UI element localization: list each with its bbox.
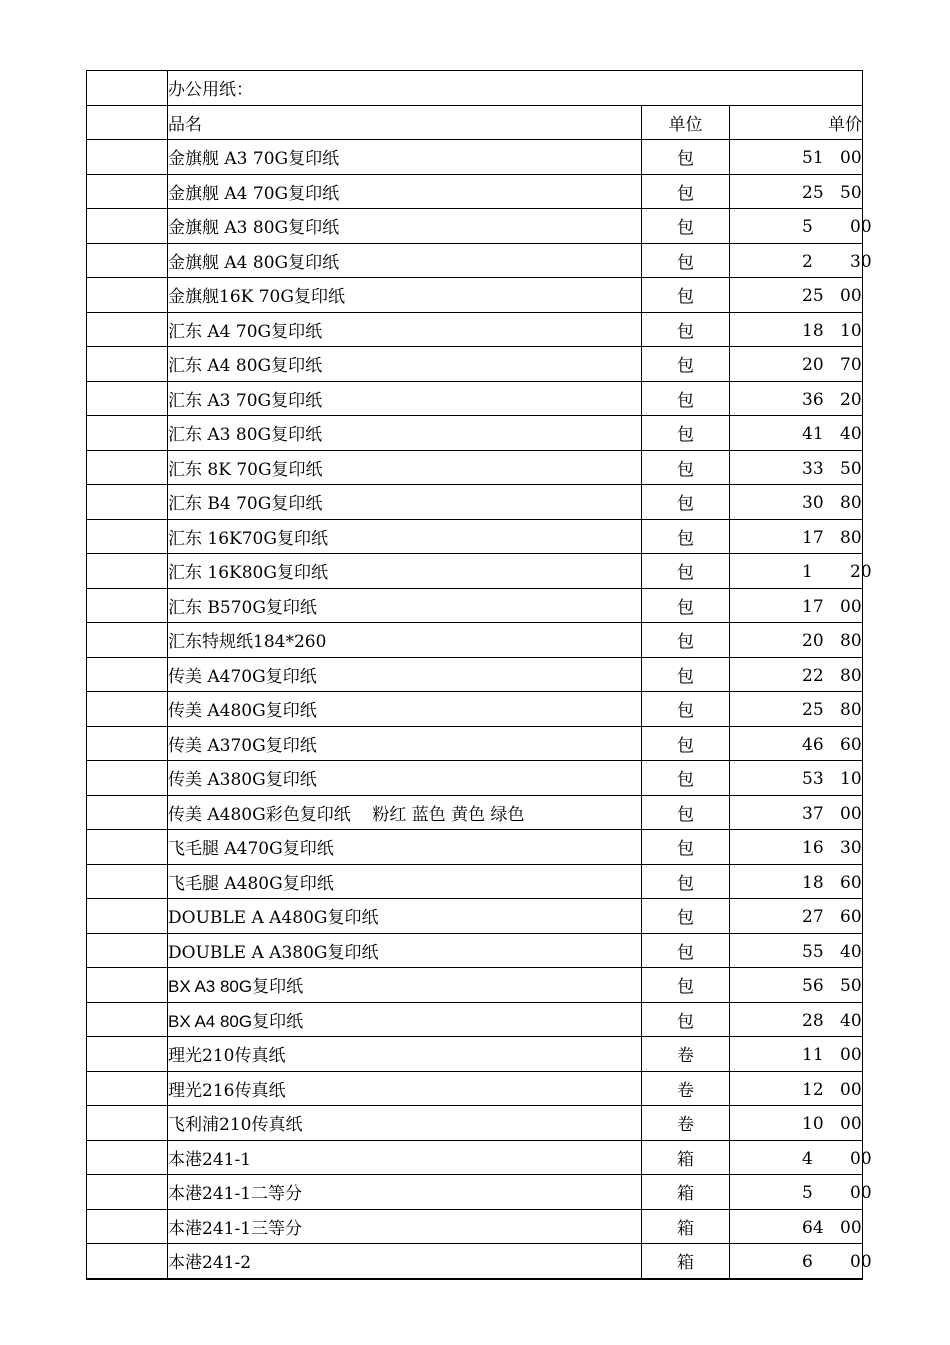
price-integer: 16: [802, 838, 824, 858]
unit-cell[interactable]: 包: [642, 278, 730, 313]
unit-cell[interactable]: 包: [642, 174, 730, 209]
row-header-cell[interactable]: [87, 968, 168, 1003]
row-header-cell[interactable]: [87, 657, 168, 692]
price-cell[interactable]: [730, 1037, 863, 1072]
unit-cell[interactable]: 卷: [642, 1106, 730, 1141]
table-row: [87, 1209, 863, 1244]
price-decimal: 00: [850, 1148, 872, 1169]
price-cell[interactable]: [730, 864, 863, 899]
table-row: [87, 830, 863, 865]
product-name-cell[interactable]: 传美 A470G复印纸: [168, 657, 642, 692]
row-header-cell[interactable]: [87, 623, 168, 658]
product-name-cell[interactable]: DOUBLE A A480G复印纸: [168, 899, 642, 934]
row-header-cell[interactable]: [87, 1175, 168, 1210]
price-decimal: 40: [840, 941, 862, 962]
price-cell[interactable]: [730, 933, 863, 968]
price-cell[interactable]: [730, 243, 872, 278]
product-name-cell[interactable]: 本港241-1三等分: [168, 1209, 642, 1244]
price-integer: 25: [802, 286, 824, 306]
price-decimal: 00: [840, 148, 862, 168]
price-cell[interactable]: [730, 899, 863, 934]
price-decimal: 00: [840, 596, 862, 617]
unit-cell[interactable]: 包: [642, 519, 730, 554]
price-decimal: 10: [840, 769, 862, 789]
price-cell[interactable]: [730, 1071, 863, 1106]
product-name-cell[interactable]: 金旗舰 A3 70G复印纸: [168, 140, 642, 175]
price-decimal: 80: [840, 527, 862, 548]
row-header-cell[interactable]: [87, 761, 168, 796]
row-header-cell[interactable]: [87, 726, 168, 761]
price-cell[interactable]: [730, 1175, 872, 1210]
row-header-cell[interactable]: [87, 1002, 168, 1037]
row-header-cell[interactable]: [87, 243, 168, 278]
row-header-cell[interactable]: [87, 692, 168, 727]
product-name-cell[interactable]: 金旗舰 A4 70G复印纸: [168, 174, 642, 209]
price-cell[interactable]: [730, 657, 863, 692]
unit-cell[interactable]: 包: [642, 899, 730, 934]
price-decimal: 00: [840, 1114, 862, 1134]
price-integer: 46: [802, 734, 824, 755]
unit-cell[interactable]: 包: [642, 795, 730, 830]
table-row: [87, 795, 863, 830]
price-table: [86, 70, 872, 1280]
product-name-cell[interactable]: 飞毛腿 A480G复印纸: [168, 864, 642, 899]
row-header-cell[interactable]: [87, 588, 168, 623]
row-header-cell[interactable]: [87, 1106, 168, 1141]
price-cell[interactable]: [730, 450, 863, 485]
product-name-cell[interactable]: 汇东 16K70G复印纸: [168, 519, 642, 554]
row-header-cell[interactable]: [87, 347, 168, 382]
table-row: [87, 312, 863, 347]
product-name-cell[interactable]: 汇东 B570G复印纸: [168, 588, 642, 623]
price-decimal: 80: [840, 700, 862, 720]
price-decimal: 50: [840, 976, 862, 996]
unit-cell[interactable]: 包: [642, 933, 730, 968]
price-cell[interactable]: [730, 485, 863, 520]
price-decimal: 40: [840, 424, 862, 444]
price-cell[interactable]: [730, 692, 863, 727]
price-decimal: 10: [840, 320, 862, 341]
table-row: [87, 209, 863, 244]
price-decimal: 20: [850, 562, 872, 582]
unit-cell[interactable]: 包: [642, 554, 730, 589]
row-header-cell[interactable]: [87, 830, 168, 865]
price-integer: 53: [802, 769, 824, 789]
price-integer: 11: [802, 1045, 824, 1065]
price-integer: 10: [802, 1114, 824, 1134]
price-integer: 22: [802, 665, 824, 686]
unit-cell[interactable]: 包: [642, 140, 730, 175]
row-header-cell[interactable]: [87, 519, 168, 554]
row-header-cell[interactable]: [87, 450, 168, 485]
row-header-cell[interactable]: [87, 864, 168, 899]
product-name-cell[interactable]: 本港241-1: [168, 1140, 642, 1175]
table-row: [87, 416, 863, 451]
price-integer: 51: [802, 148, 824, 168]
unit-cell[interactable]: 包: [642, 1002, 730, 1037]
product-name-cell[interactable]: 传美 A370G复印纸: [168, 726, 642, 761]
row-header-cell[interactable]: [87, 209, 168, 244]
price-decimal: 20: [840, 389, 862, 410]
price-cell[interactable]: [730, 1244, 872, 1279]
product-name-cell[interactable]: 汇东特规纸184*260: [168, 623, 642, 658]
table-row: [87, 692, 863, 727]
table-row: [87, 140, 863, 175]
row-header-cell[interactable]: [87, 174, 168, 209]
unit-cell[interactable]: 包: [642, 726, 730, 761]
unit-cell[interactable]: 箱: [642, 1209, 730, 1244]
header-row: [87, 105, 863, 140]
row-header-cell[interactable]: [87, 140, 168, 175]
price-integer: 55: [802, 941, 824, 962]
row-header-cell[interactable]: [87, 416, 168, 451]
product-name-cell[interactable]: 金旗舰16K 70G复印纸: [168, 278, 642, 313]
table-row: [87, 174, 863, 209]
unit-cell[interactable]: 包: [642, 968, 730, 1003]
price-integer: 33: [802, 458, 824, 479]
price-decimal: 00: [850, 1252, 872, 1272]
price-decimal: 60: [840, 872, 862, 893]
unit-cell[interactable]: 包: [642, 485, 730, 520]
table-row: [87, 1140, 863, 1175]
table-row: [87, 1244, 863, 1279]
table-row: [87, 485, 863, 520]
price-cell[interactable]: [730, 140, 863, 175]
price-integer: 25: [802, 700, 824, 720]
table-row: [87, 243, 863, 278]
price-integer: 1: [802, 562, 813, 582]
price-integer: 2: [802, 251, 813, 272]
price-decimal: 00: [840, 1217, 862, 1238]
table-row: [87, 278, 863, 313]
row-header-cell[interactable]: [87, 554, 168, 589]
price-cell[interactable]: [730, 795, 863, 830]
price-cell[interactable]: [730, 278, 863, 313]
table-row: [87, 623, 863, 658]
price-cell[interactable]: [730, 761, 863, 796]
row-header-cell[interactable]: [87, 278, 168, 313]
price-cell[interactable]: [730, 623, 863, 658]
price-decimal: 60: [840, 734, 862, 755]
price-decimal: 00: [850, 217, 872, 237]
unit-cell[interactable]: 卷: [642, 1071, 730, 1106]
price-integer: 25: [802, 182, 824, 203]
table-row: [87, 1175, 863, 1210]
table-row: [87, 899, 863, 934]
product-name-cell[interactable]: 飞毛腿 A470G复印纸: [168, 830, 642, 865]
price-cell[interactable]: [730, 174, 863, 209]
table-row: [87, 450, 863, 485]
table-body: [87, 71, 872, 1279]
price-cell[interactable]: [730, 381, 863, 416]
unit-cell[interactable]: 包: [642, 243, 730, 278]
row-header-cell[interactable]: [87, 795, 168, 830]
price-integer: 20: [802, 355, 824, 375]
row-header-cell[interactable]: [87, 1209, 168, 1244]
price-cell[interactable]: [730, 968, 863, 1003]
table-row: [87, 554, 863, 589]
unit-cell[interactable]: 包: [642, 381, 730, 416]
row-header-cell[interactable]: [87, 485, 168, 520]
price-cell[interactable]: [730, 312, 863, 347]
price-cell[interactable]: [730, 830, 863, 865]
price-cell[interactable]: [730, 416, 863, 451]
table-row: [87, 761, 863, 796]
price-integer: 37: [802, 803, 824, 824]
price-decimal: 00: [840, 803, 862, 824]
table-row: [87, 519, 863, 554]
product-name-cell[interactable]: 传美 A480G复印纸: [168, 692, 642, 727]
product-name-cell[interactable]: 汇东 A3 70G复印纸: [168, 381, 642, 416]
row-header-cell[interactable]: [87, 71, 168, 106]
product-name-cell[interactable]: 传美 A380G复印纸: [168, 761, 642, 796]
price-cell[interactable]: [730, 1002, 863, 1037]
product-name-cell[interactable]: 传美 A480G彩色复印纸 粉红 蓝色 黄色 绿色: [168, 795, 642, 830]
price-integer: 27: [802, 907, 824, 927]
header-name[interactable]: 品名: [168, 105, 642, 140]
price-decimal: 00: [840, 1045, 862, 1065]
row-header-cell[interactable]: [87, 105, 168, 140]
price-decimal: 80: [840, 665, 862, 686]
row-header-cell[interactable]: [87, 933, 168, 968]
price-cell[interactable]: [730, 347, 863, 382]
price-decimal: 00: [840, 1079, 862, 1100]
unit-cell[interactable]: 包: [642, 450, 730, 485]
price-integer: 12: [802, 1079, 824, 1100]
unit-cell[interactable]: 包: [642, 864, 730, 899]
row-header-cell[interactable]: [87, 899, 168, 934]
price-integer: 41: [802, 424, 824, 444]
unit-cell[interactable]: 包: [642, 588, 730, 623]
price-integer: 5: [802, 217, 813, 237]
product-name-cell[interactable]: 金旗舰 A3 80G复印纸: [168, 209, 642, 244]
price-decimal: 50: [840, 182, 862, 203]
product-name-cell[interactable]: 汇东 B4 70G复印纸: [168, 485, 642, 520]
table-row: [87, 726, 863, 761]
product-name-cell[interactable]: 本港241-2: [168, 1244, 642, 1279]
unit-cell[interactable]: 卷: [642, 1037, 730, 1072]
product-name-cell[interactable]: BX A3 80G复印纸: [168, 968, 642, 1003]
product-name-cell[interactable]: 本港241-1二等分: [168, 1175, 642, 1210]
unit-cell[interactable]: 包: [642, 416, 730, 451]
price-cell[interactable]: [730, 554, 872, 589]
price-decimal: 80: [840, 631, 862, 651]
price-integer: 4: [802, 1148, 813, 1169]
header-unit[interactable]: 单位: [642, 105, 730, 140]
price-cell[interactable]: [730, 1140, 872, 1175]
price-cell[interactable]: [730, 209, 872, 244]
unit-cell[interactable]: 包: [642, 347, 730, 382]
price-cell[interactable]: [730, 588, 863, 623]
product-name-cell[interactable]: 飞利浦210传真纸: [168, 1106, 642, 1141]
price-decimal: 30: [850, 251, 872, 272]
product-name-cell[interactable]: 汇东 A4 70G复印纸: [168, 312, 642, 347]
unit-cell[interactable]: 包: [642, 312, 730, 347]
table-row: [87, 588, 863, 623]
unit-cell[interactable]: 箱: [642, 1175, 730, 1210]
product-name-cell[interactable]: 理光210传真纸: [168, 1037, 642, 1072]
price-integer: 30: [802, 493, 824, 513]
table-row: [87, 1002, 863, 1037]
price-decimal: 30: [840, 838, 862, 858]
price-integer: 20: [802, 631, 824, 651]
price-integer: 18: [802, 872, 824, 893]
price-integer: 56: [802, 976, 824, 996]
product-name-cell[interactable]: 理光216传真纸: [168, 1071, 642, 1106]
row-header-cell[interactable]: [87, 312, 168, 347]
table-row: [87, 864, 863, 899]
price-decimal: 60: [840, 907, 862, 927]
table-row: [87, 1071, 863, 1106]
price-decimal: 00: [840, 286, 862, 306]
product-name-cell[interactable]: 金旗舰 A4 80G复印纸: [168, 243, 642, 278]
price-cell[interactable]: [730, 726, 863, 761]
price-decimal: 40: [840, 1010, 862, 1031]
unit-cell[interactable]: 包: [642, 692, 730, 727]
table-row: [87, 1037, 863, 1072]
product-name-cell[interactable]: BX A4 80G复印纸: [168, 1002, 642, 1037]
sheet-title[interactable]: 办公用纸：: [168, 71, 863, 106]
row-header-cell[interactable]: [87, 1037, 168, 1072]
unit-cell[interactable]: 包: [642, 657, 730, 692]
product-name-cell[interactable]: 汇东 A4 80G复印纸: [168, 347, 642, 382]
price-decimal: 50: [840, 458, 862, 479]
price-integer: 5: [802, 1183, 813, 1203]
price-integer: 6: [802, 1252, 813, 1272]
price-integer: 64: [802, 1217, 824, 1238]
row-header-cell[interactable]: [87, 1140, 168, 1175]
unit-cell[interactable]: 箱: [642, 1140, 730, 1175]
product-name-cell[interactable]: DOUBLE A A380G复印纸: [168, 933, 642, 968]
price-integer: 18: [802, 320, 824, 341]
price-integer: 36: [802, 389, 824, 410]
row-header-cell[interactable]: [87, 1244, 168, 1279]
unit-cell[interactable]: 包: [642, 761, 730, 796]
table-row: [87, 347, 863, 382]
price-cell[interactable]: [730, 1106, 863, 1141]
price-integer: 17: [802, 527, 824, 548]
product-name-cell[interactable]: 汇东 A3 80G复印纸: [168, 416, 642, 451]
product-name-cell[interactable]: 汇东 16K80G复印纸: [168, 554, 642, 589]
price-cell[interactable]: [730, 519, 863, 554]
price-cell[interactable]: [730, 1209, 863, 1244]
row-header-cell[interactable]: [87, 381, 168, 416]
table-row: [87, 381, 863, 416]
price-decimal: 80: [840, 493, 862, 513]
row-header-cell[interactable]: [87, 1071, 168, 1106]
unit-cell[interactable]: 包: [642, 830, 730, 865]
title-row: [87, 71, 863, 106]
unit-cell[interactable]: 包: [642, 623, 730, 658]
price-decimal: 00: [850, 1183, 872, 1203]
price-decimal: 70: [840, 355, 862, 375]
table-row: [87, 968, 863, 1003]
product-name-cell[interactable]: 汇东 8K 70G复印纸: [168, 450, 642, 485]
table-row: [87, 1106, 863, 1141]
price-integer: 28: [802, 1010, 824, 1031]
unit-cell[interactable]: 箱: [642, 1244, 730, 1279]
table-row: [87, 933, 863, 968]
price-integer: 17: [802, 596, 824, 617]
header-price[interactable]: 单价: [730, 105, 863, 140]
unit-cell[interactable]: 包: [642, 209, 730, 244]
table-row: [87, 657, 863, 692]
